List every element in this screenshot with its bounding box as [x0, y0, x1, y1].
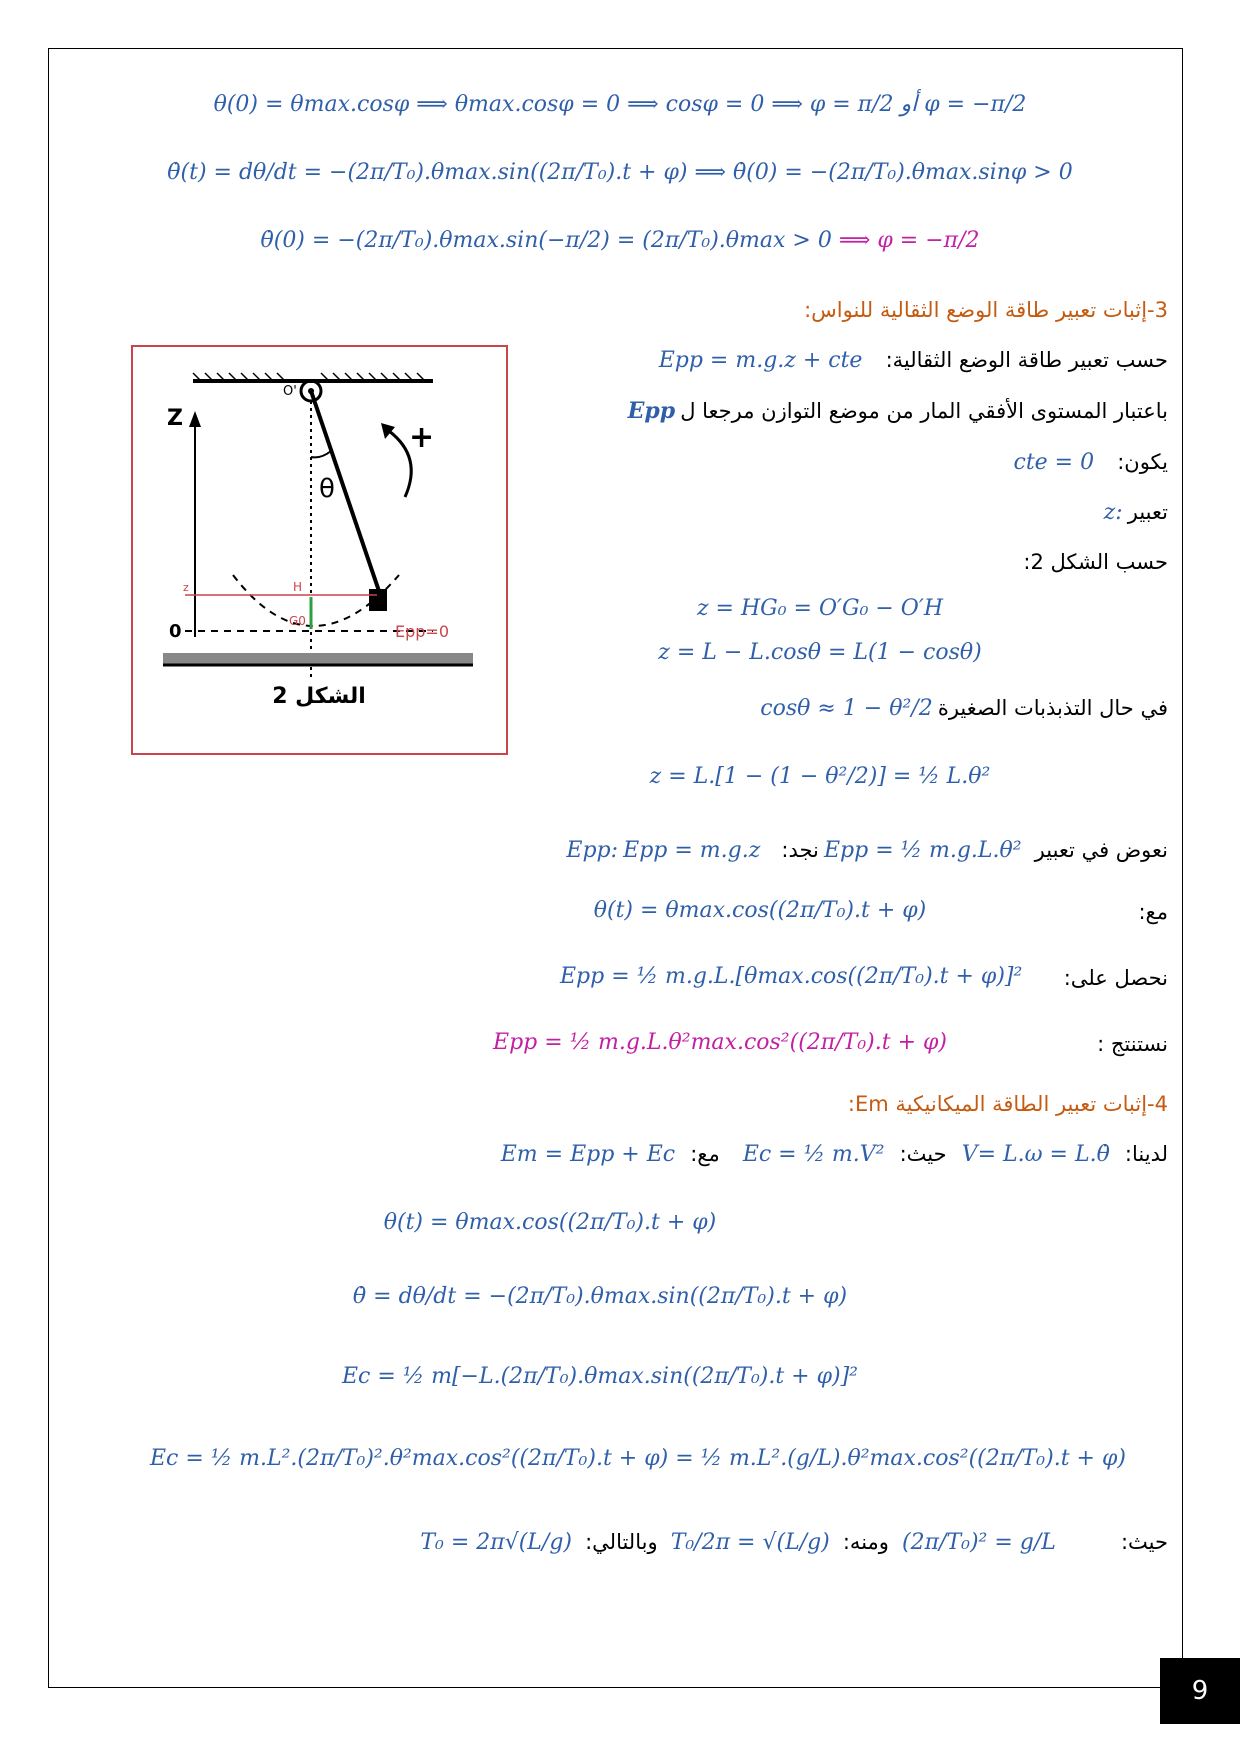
label-z: z	[183, 581, 189, 594]
label-theta: θ	[319, 474, 335, 504]
text-line-12-math-1: T₀ = 2π√(L/g)	[420, 1530, 572, 1555]
equation-line-3	[0, 228, 1240, 253]
text-line-11	[501, 1142, 1168, 1167]
text-line-11-arabic-2: مع:	[690, 1142, 720, 1166]
text-line-10-arabic: نستنتج :	[1097, 1032, 1168, 1056]
equation-line-3-main: θ̇(0) = −(2π/T₀).θmax.sin(−π/2) = (2π/T₀).θmax > 0	[260, 228, 832, 253]
text-line-12-arabic-1: حيث:	[1120, 1530, 1168, 1554]
section-4-heading: 4-إثبات تعبير الطاقة الميكانيكية Em:	[847, 1092, 1168, 1116]
equation-line-1: θ(0) = θmax.cosφ ⟹ θmax.cosφ = 0 ⟹ cosφ = 0 ⟹ φ = π/2 أو φ = −π/2	[213, 92, 1027, 117]
label-plus: +	[409, 420, 435, 455]
rotation-arrow	[389, 431, 411, 497]
text-line-11-arabic-3: حيث:	[899, 1142, 947, 1166]
text-line-7	[566, 838, 1168, 863]
text-line-12-math-2: T₀/2π = √(L/g)	[670, 1530, 830, 1555]
text-line-6	[760, 696, 1168, 721]
label-G: G0	[289, 614, 306, 628]
text-line-11-math-3: V= L.ω = L.θ̇	[961, 1142, 1110, 1167]
text-line-2-math: Epp	[627, 398, 676, 424]
text-line-1-arabic: حسب تعبير طاقة الوضع الثقالية:	[885, 348, 1168, 372]
page-number: 9	[1160, 1658, 1240, 1724]
text-line-9-math: Epp = ½ m.g.L.[θmax.cos((2π/T₀).t + φ)]²	[560, 964, 1023, 989]
text-line-12	[420, 1530, 1168, 1555]
pendulum-bob	[369, 589, 387, 611]
rotation-arrowhead	[381, 423, 395, 439]
text-line-1	[659, 348, 1168, 373]
section-3-heading: 3-إثبات تعبير طاقة الوضع الثقالية للنواس:	[804, 298, 1168, 322]
angle-arc	[311, 451, 331, 457]
equation-z-2: z = L − L.cosθ = L(1 − cosθ)	[658, 640, 982, 665]
equation-z-1: z = HG₀ = O′G₀ − O′H	[696, 596, 944, 621]
text-line-12-math-3: (2π/T₀)² = g/L	[902, 1530, 1056, 1555]
text-line-7-math-1: Epp:	[566, 838, 619, 863]
text-line-7-math-2: Epp = m.g.z	[623, 838, 761, 863]
text-line-4-math: z:	[1103, 500, 1123, 525]
text-line-11-math-2: Ec = ½ m.V²	[742, 1142, 885, 1167]
text-line-4-arabic: تعبير	[1127, 500, 1168, 524]
text-line-3-arabic: يكون:	[1117, 450, 1168, 474]
text-line-10-math: Epp = ½ m.g.L.θ²max.cos²((2π/T₀).t + φ)	[493, 1030, 947, 1055]
label-epp: Epp=0	[395, 622, 450, 641]
equation-line-3-result: ⟹ φ = −π/2	[838, 228, 980, 253]
equation-theta-dot: θ̇ = dθ/dt = −(2π/T₀).θmax.sin((2π/T₀).t + φ)	[352, 1284, 848, 1309]
z-axis-arrowhead	[189, 411, 201, 427]
floor-hatch	[163, 653, 473, 665]
text-line-9-arabic: نحصل على:	[1063, 966, 1168, 990]
text-line-11-arabic-1: لدينا:	[1124, 1142, 1168, 1166]
text-line-7-arabic-2: نجد:	[781, 838, 819, 862]
equation-line-2: θ̇(t) = dθ/dt = −(2π/T₀).θmax.sin((2π/T₀).t + φ) ⟹ θ̇(0) = −(2π/T₀).θmax.sinφ > 0	[167, 160, 1073, 185]
equation-ec-2: Ec = ½ m.L².(2π/T₀)².θ²max.cos²((2π/T₀).t + φ) = ½ m.L².(g/L).θ²max.cos²((2π/T₀).t + φ)	[150, 1446, 1126, 1471]
label-origin: 0	[169, 621, 182, 642]
figure-caption: الشكل 2	[272, 684, 366, 709]
text-line-7-math-3: Epp = ½ m.g.L.θ²	[824, 838, 1022, 863]
equation-z-3: z = L.[1 − (1 − θ²/2)] = ½ L.θ²	[649, 764, 991, 789]
label-O: O'	[283, 384, 297, 399]
text-line-1-math: Epp = m.g.z + cte	[658, 348, 863, 373]
text-line-5: حسب الشكل 2:	[1023, 550, 1168, 574]
text-line-6-math: cosθ ≈ 1 − θ²/2	[760, 696, 933, 721]
text-line-12-arabic-2: وبالتالي:	[585, 1530, 658, 1554]
text-line-12-arabic-3: ومنه:	[842, 1530, 889, 1554]
page-frame	[48, 48, 1183, 1688]
text-line-8-math: θ(t) = θmax.cos((2π/T₀).t + φ)	[593, 898, 927, 923]
text-line-8-arabic: مع:	[1138, 900, 1168, 924]
label-H: H	[293, 580, 303, 594]
text-line-6-arabic: في حال التذبذبات الصغيرة	[937, 696, 1168, 720]
text-line-4	[1104, 500, 1168, 525]
text-line-11-math-1: Em = Epp + Ec	[500, 1142, 676, 1167]
figure-pendulum	[131, 345, 508, 755]
equation-ec-1: Ec = ½ m[−L.(2π/T₀).θmax.sin((2π/T₀).t + φ)]²	[342, 1364, 858, 1389]
label-z-axis: Z	[167, 406, 183, 431]
text-line-7-arabic: نعوض في تعبير	[1034, 838, 1168, 862]
pendulum-diagram	[133, 347, 506, 753]
text-line-3	[1014, 450, 1169, 475]
text-line-3-math: cte = 0	[1013, 450, 1095, 475]
equation-theta: θ(t) = θmax.cos((2π/T₀).t + φ)	[383, 1210, 717, 1235]
text-line-2	[628, 398, 1168, 424]
text-line-2-arabic: باعتبار المستوى الأفقي المار من موضع التوازن مرجعا ل	[680, 399, 1168, 423]
